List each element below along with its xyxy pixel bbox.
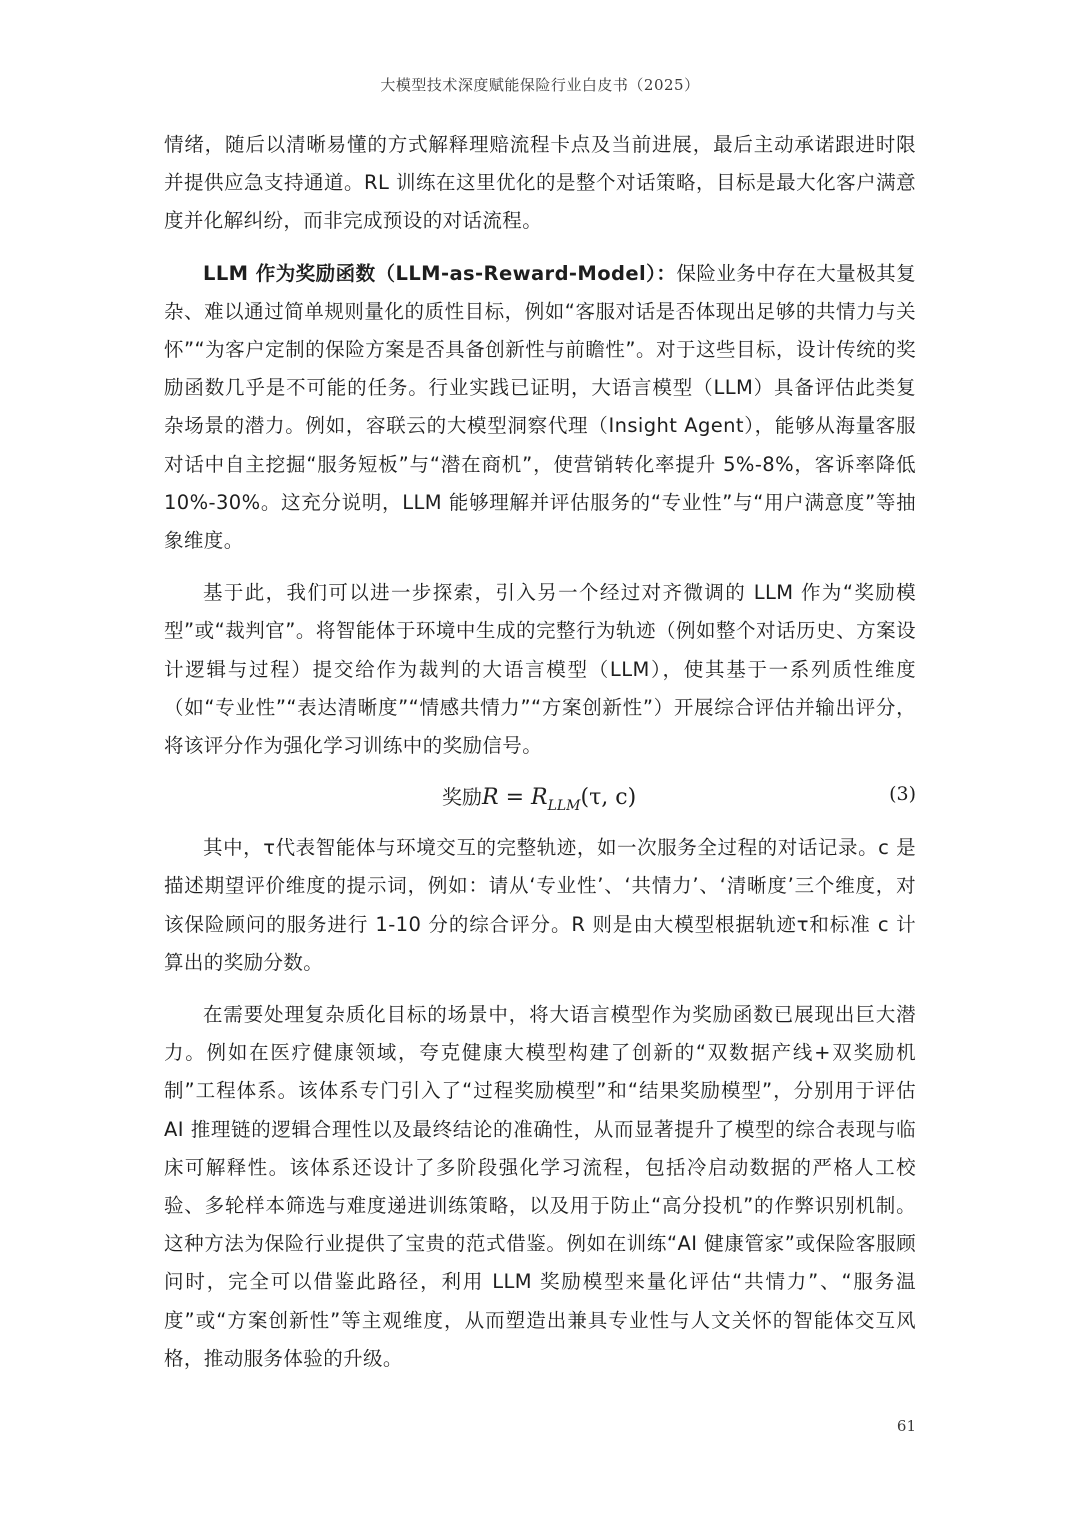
equation-args: (τ, c) [580,785,637,811]
equation-number: (3) [889,783,916,806]
page-body [164,126,916,1378]
equation-label: 奖励 [442,785,482,810]
paragraph-continuation: 情绪，随后以清晰易懂的方式解释理赔流程卡点及当前进展，最后主动承诺跟进时限并提供应急支持通道。RL 训练在这里优化的是整个对话策略，目标是最大化客户满意度并化解纠纷，而非完成预设的对话流程。 [164,133,916,233]
paragraph-gap [164,241,916,255]
equation-equals: = [498,785,531,811]
paragraph-equation-explanation: 其中，τ代表智能体与环境交互的完整轨迹，如一次服务全过程的对话记录。c 是描述期望评价维度的提示词，例如：请从‘专业性’、‘共情力’、‘清晰度’三个维度，对该保险顾问的服务进行 1-10 分的综合评分。R 则是由大模型根据轨迹τ和标准 c 计算出的奖励分数。 [164,836,916,974]
paragraph-lead-heading: LLM 作为奖励函数（LLM-as-Reward-Model）： [203,261,677,285]
equation-block [164,769,916,829]
equation-subscript: LLM [547,798,581,815]
paragraph-llm-as-reward [164,255,916,561]
equation-lhs: R [482,785,499,811]
paragraph-gap [164,982,916,996]
paragraph-gap [164,560,916,574]
page-number: 61 [896,1417,916,1435]
paragraph-body: 保险业务中存在大量极其复杂、难以通过简单规则量化的质性目标，例如“客服对话是否体现出足够的共情力与关怀”“为客户定制的保险方案是否具备创新性与前瞻性”。对于这些目标，设计传统的奖励函数几乎是不可能的任务。行业实践已证明，大语言模型（LLM）具备评估此类复杂场景的潜力。例如，容联云的大模型洞察代理（Insight Agent），能够从海量客服对话中自主挖掘“服务短板”与“潜在商机”，使营销转化率提升 5%-8%，客诉率降低 10%-30%。这充分说明，LLM 能够理解并评估服务的“专业性”与“用户满意度”等抽象维度。 [164,261,916,553]
equation-func: R [531,785,548,811]
paragraph-medical-example: 在需要处理复杂质化目标的场景中，将大语言模型作为奖励函数已展现出巨大潜力。例如在医疗健康领域，夸克健康大模型构建了创新的“双数据产线+双奖励机制”工程体系。该体系专门引入了“过程奖励模型”和“结果奖励模型”，分别用于评估 AI 推理链的逻辑合理性以及最终结论的准确性，从而显著提升了模型的综合表现与临床可解释性。该体系还设计了多阶段强化学习流程，包括冷启动数据的严格人工校验、多轮样本筛选与难度递进训练策略，以及用于防止“高分投机”的作弊识别机制。这种方法为保险行业提供了宝贵的范式借鉴。例如在训练“AI 健康管家”或保险客服顾问时，完全可以借鉴此路径，利用 LLM 奖励模型来量化评估“共情力”、“服务温度”或“方案创新性”等主观维度，从而塑造出兼具专业性与人文关怀的智能体交互风格，推动服务体验的升级。 [164,1003,916,1370]
equation-formula [442,781,636,814]
paragraph-reward-model: 基于此，我们可以进一步探索，引入另一个经过对齐微调的 LLM 作为“奖励模型”或“裁判官”。将智能体于环境中生成的完整行为轨迹（例如整个对话历史、方案设计逻辑与过程）提交给作为裁判的大语言模型（LLM），使其基于一系列质性维度（如“专业性”“表达清晰度”“情感共情力”“方案创新性”）开展综合评估并输出评分，将该评分作为强化学习训练中的奖励信号。 [164,581,916,758]
running-header: 大模型技术深度赋能保险行业白皮书（2025） [380,76,700,94]
